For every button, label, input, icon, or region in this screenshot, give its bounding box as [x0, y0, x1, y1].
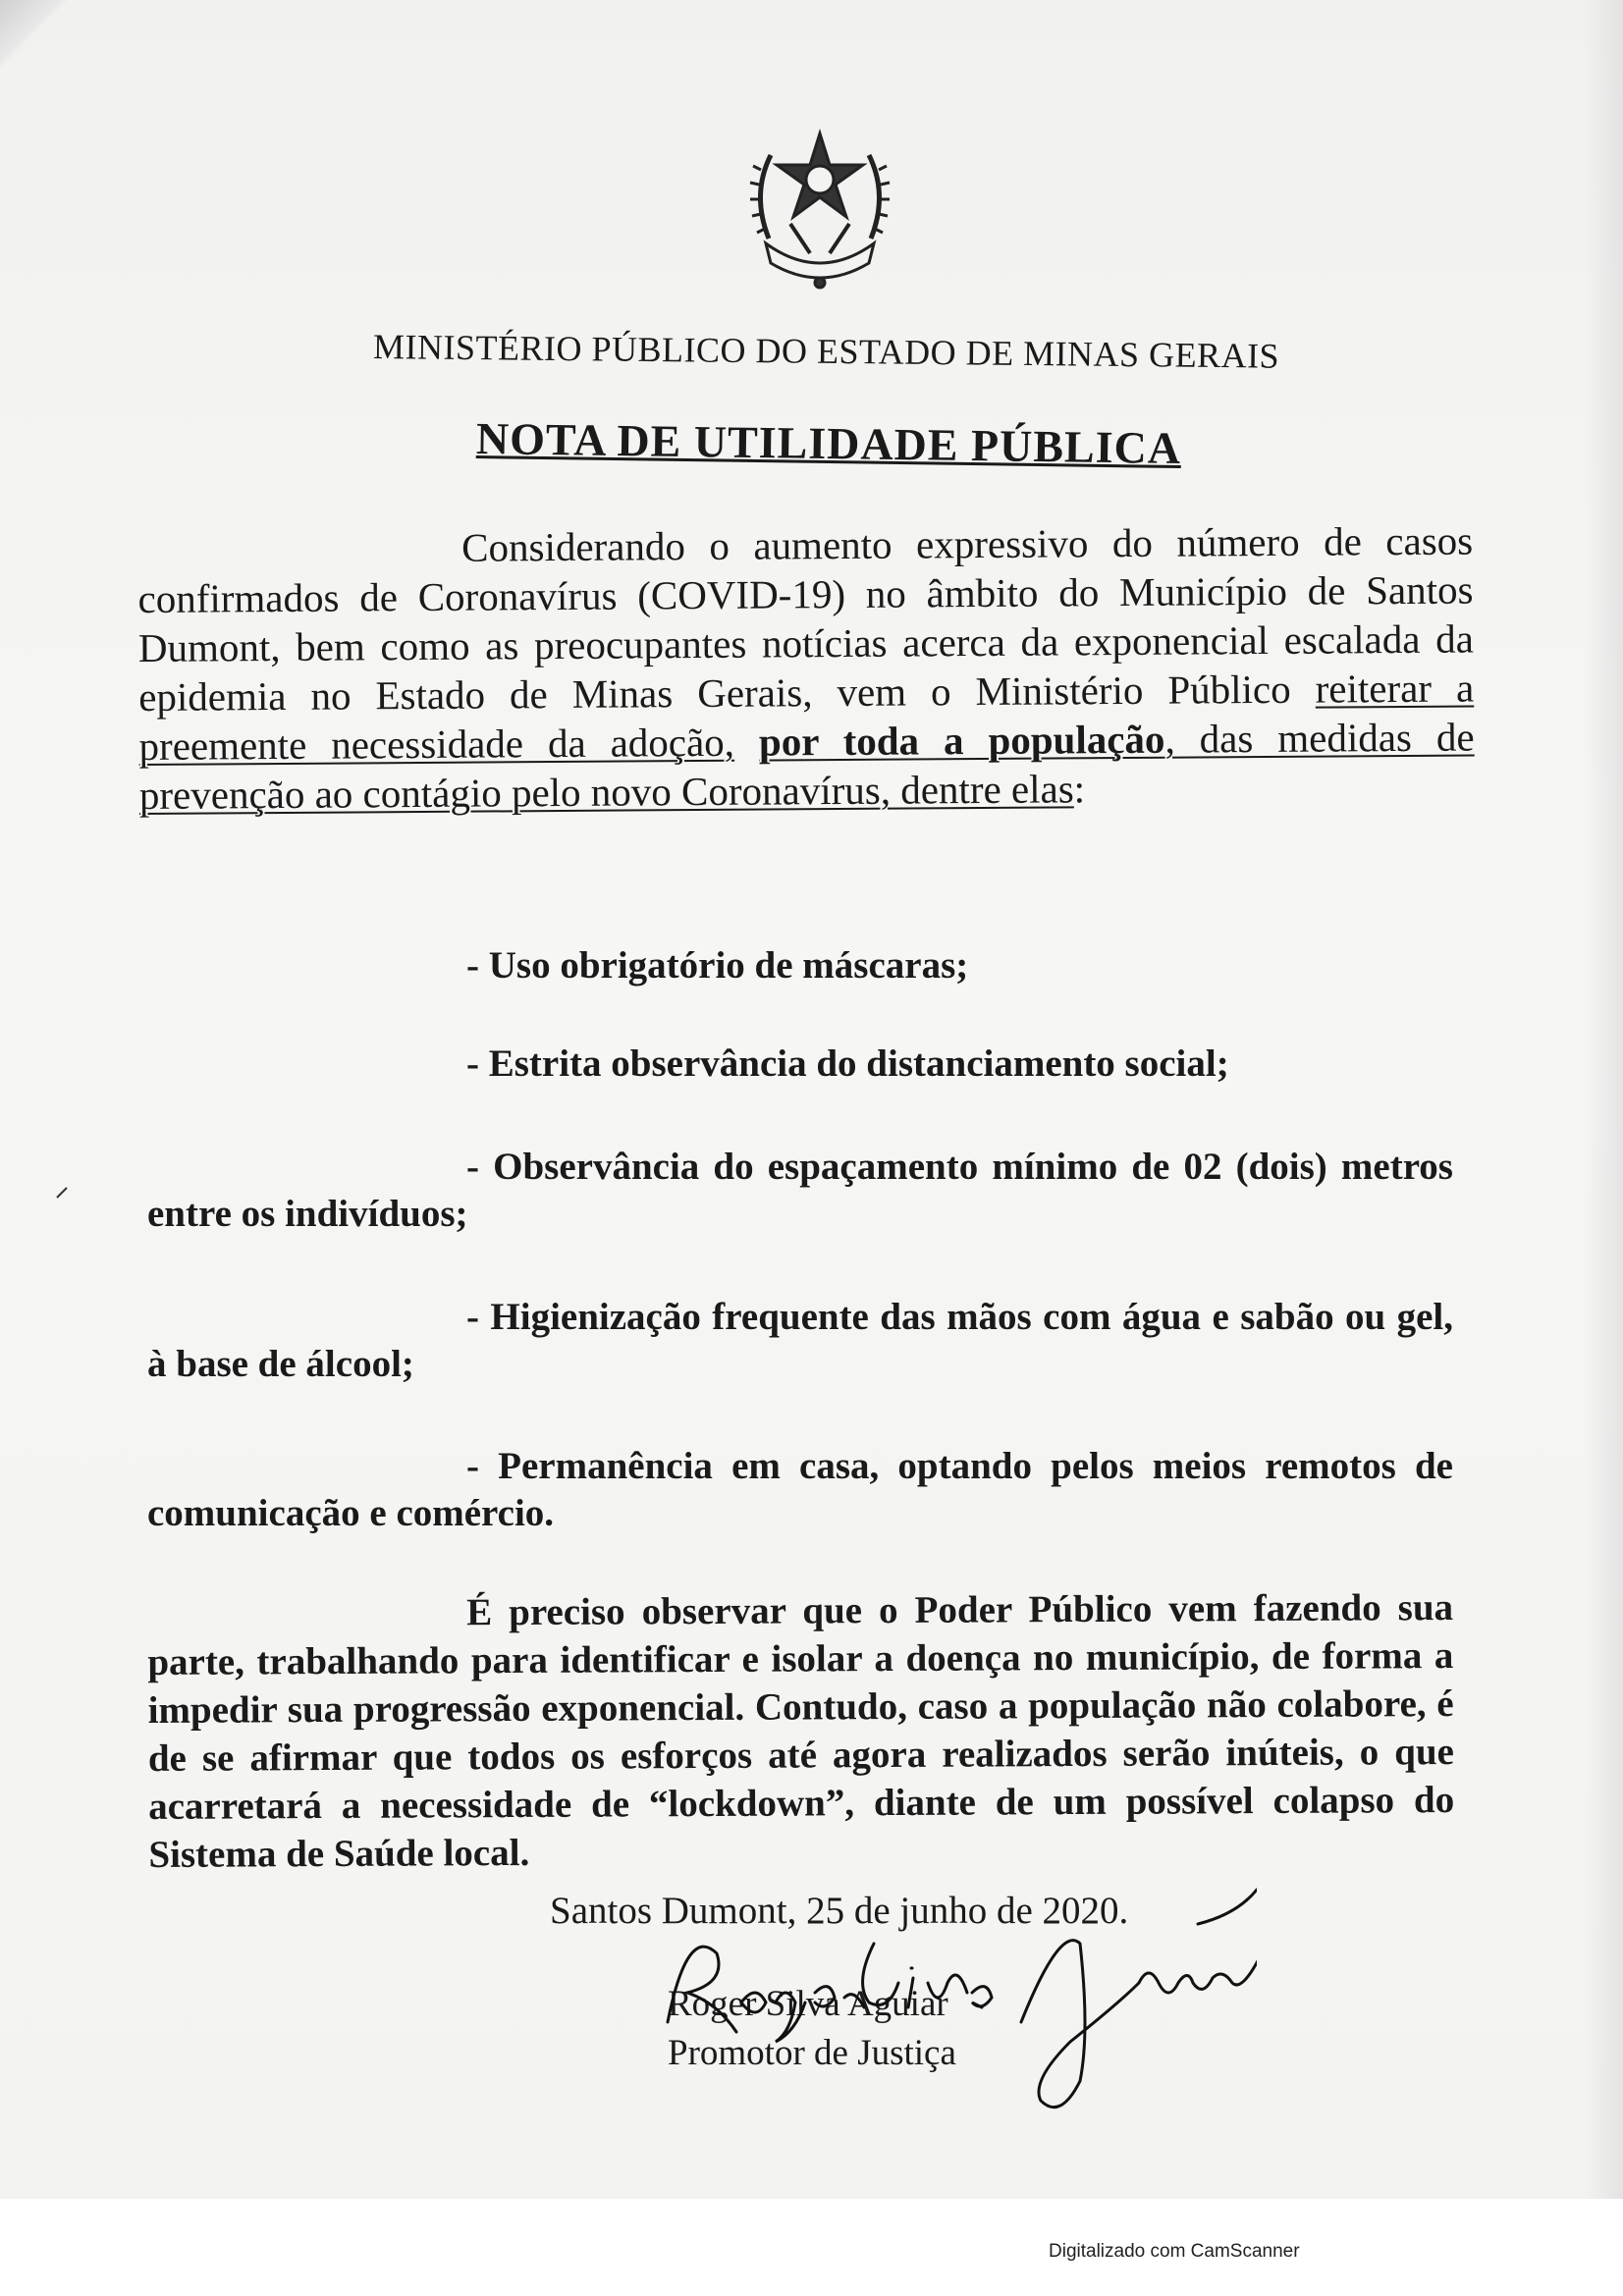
signer-role: Promotor de Justiça [668, 2033, 956, 2073]
list-item [147, 1144, 1453, 1238]
measure-text: - Observância do espaçamento mínimo de 02 (dois) metros entre os indivíduos; [147, 1146, 1453, 1235]
signer-name: Roger Silva Aguiar [668, 1984, 948, 2024]
intro-underlined-continuation: , das medidas de prevenção ao contágio pelo novo Coronavírus, dentre elas [138, 714, 1475, 818]
date-line: Santos Dumont, 25 de junho de 2020. [550, 1890, 1129, 1932]
list-item [147, 942, 1453, 989]
list-item [147, 1041, 1453, 1088]
list-item [147, 1443, 1453, 1537]
intro-text: Considerando o aumento expressivo do número de casos confirmados de Coronavírus (COVID-19) no âmbito do Município de Santos Dumont, bem como as preocupantes notícias acerca da exponencial escalada da epidemia no Estado de Minas Gerais, vem o Ministério Público [137, 517, 1475, 720]
intro-colon: : [1073, 766, 1086, 812]
paragraph-indent [137, 561, 461, 563]
measure-text: - Permanência em casa, optando pelos meios remotos de comunicação e comércio. [147, 1445, 1453, 1534]
intro-emphasis-text: por toda a população [758, 716, 1165, 765]
stray-ink-mark-icon [55, 1186, 69, 1200]
intro-underlined-text: reiterar a preemente necessidade da adoção, [138, 665, 1475, 769]
closing-paragraph [147, 1583, 1455, 1879]
measure-text: - Uso obrigatório de máscaras; [466, 944, 969, 987]
measure-text: - Estrita observância do distanciamento social; [466, 1042, 1229, 1085]
handwritten-signature-icon [648, 1885, 1257, 2120]
camscanner-watermark: Digitalizado com CamScanner [1049, 2241, 1300, 2262]
document-title: NOTA DE UTILIDADE PÚBLICA [475, 413, 1182, 474]
intro-paragraph [137, 516, 1475, 820]
paper-corner-fold [0, 0, 69, 69]
minas-gerais-coat-of-arms-icon [731, 126, 908, 293]
ministry-heading: MINISTÉRIO PÚBLICO DO ESTADO DE MINAS GERAIS [372, 327, 1280, 376]
closing-text: É preciso observar que o Poder Público vem fazendo sua parte, trabalhando para identificar e isolar a doença no município, de forma a impedir sua progressão exponencial. Contudo, caso a população não colabore, é de se afirmar que todos os esforços até agora realizados serão inúteis, o que acarretará a necessidade de “lockdown”, diante de um possível colapso do Sistema de Saúde local. [147, 1586, 1455, 1876]
measure-text: - Higienização frequente das mãos com água e sabão ou gel, à base de álcool; [147, 1296, 1453, 1385]
list-item [147, 1294, 1453, 1388]
